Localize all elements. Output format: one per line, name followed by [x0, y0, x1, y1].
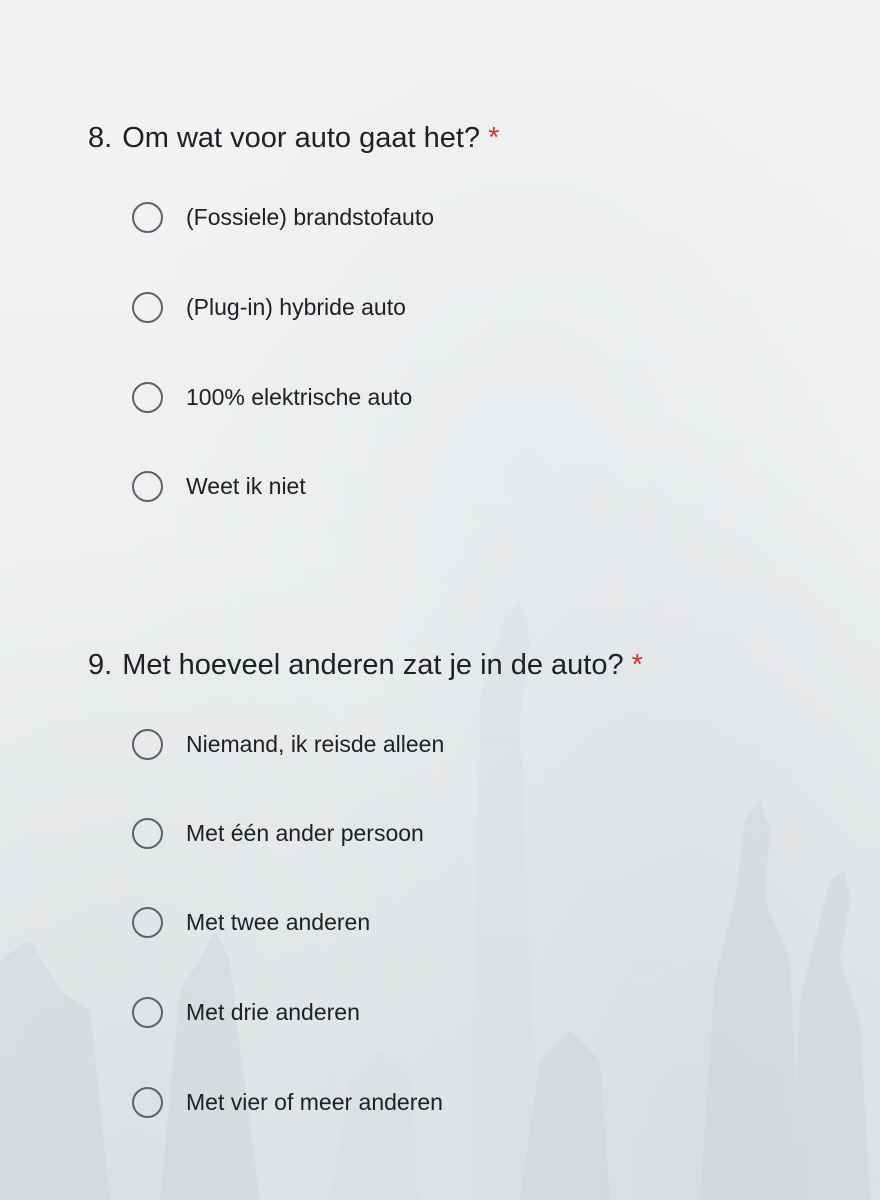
question-number: 8. [88, 122, 113, 154]
radio-button-icon[interactable] [132, 202, 163, 233]
option-label: Niemand, ik reisde alleen [186, 730, 445, 757]
radio-button-icon[interactable] [132, 818, 163, 849]
option-label: (Fossiele) brandstofauto [186, 203, 435, 230]
radio-option-unknown[interactable] [132, 466, 306, 506]
radio-button-icon[interactable] [132, 471, 163, 502]
option-label: Met vier of meer anderen [186, 1088, 443, 1115]
radio-option-plug-in-hybrid[interactable] [132, 287, 406, 327]
radio-button-icon[interactable] [132, 729, 163, 760]
question-title [88, 647, 848, 683]
radio-button-icon[interactable] [132, 907, 163, 938]
question-text: Om wat voor auto gaat het? [122, 122, 481, 154]
radio-option-one-other[interactable] [132, 813, 424, 853]
radio-button-icon[interactable] [132, 997, 163, 1028]
radio-option-fossil-fuel[interactable] [132, 197, 434, 237]
option-label: (Plug-in) hybride auto [186, 293, 406, 320]
radio-option-alone[interactable] [132, 724, 444, 764]
option-label: 100% elektrische auto [186, 383, 413, 410]
radio-option-two-others[interactable] [132, 902, 370, 942]
question-text: Met hoeveel anderen zat je in de auto? [122, 649, 624, 681]
option-label: Weet ik niet [186, 472, 306, 499]
radio-option-electric[interactable] [132, 377, 412, 417]
option-label: Met drie anderen [186, 998, 360, 1025]
radio-button-icon[interactable] [132, 382, 163, 413]
radio-option-three-others[interactable] [132, 992, 360, 1032]
required-asterisk: * [488, 122, 500, 154]
option-label: Met twee anderen [186, 908, 371, 935]
radio-button-icon[interactable] [132, 292, 163, 323]
radio-button-icon[interactable] [132, 1087, 163, 1118]
question-9 [88, 647, 848, 1115]
question-8 [88, 120, 848, 499]
radio-option-four-or-more[interactable] [132, 1082, 443, 1122]
option-label: Met één ander persoon [186, 819, 424, 846]
required-asterisk: * [631, 649, 643, 681]
question-title [88, 120, 848, 156]
question-number: 9. [88, 649, 113, 681]
